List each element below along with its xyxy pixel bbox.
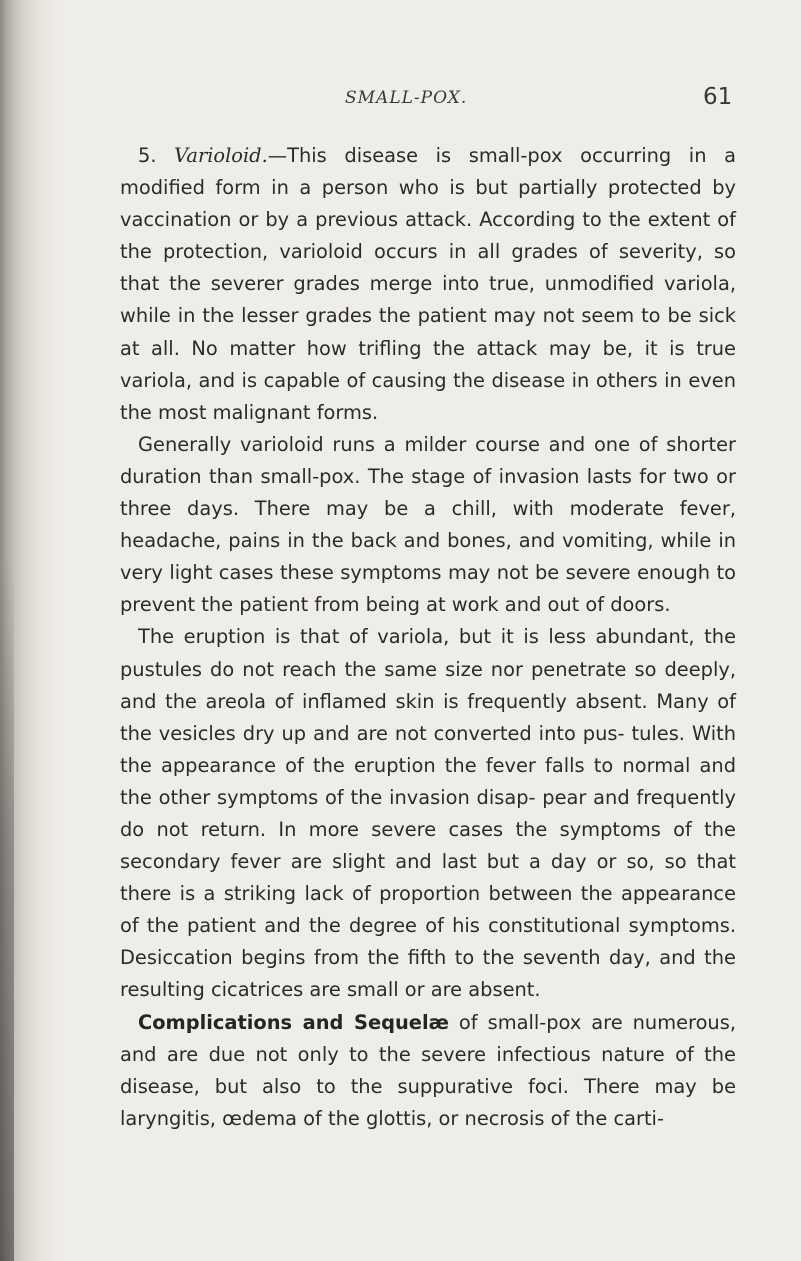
running-head: SMALL-POX.: [345, 88, 468, 108]
paragraph-eruption: [120, 621, 736, 1006]
binding-edge-shadow: [0, 560, 14, 1261]
paragraph-text: The eruption is that of variola, but it is less abundant, the pustules do not reach the same size nor penetrate so deeply, and the areola of inflamed skin is frequently absent. Many of the vesicles dry up and are not converted into pus- tules. With the appearance of the eruption the fever falls to normal and the other symptoms of the invasion disap- pear and frequently do not return. In more severe cases the symptoms of the secondary fever are slight and last but a day or so, so that there is a striking lack of proportion between the appearance of the patient and the degree of his constitutional symptoms. Desiccation begins from the fifth to the seventh day, and the resulting cicatrices are small or are absent.: [120, 625, 736, 1002]
page-body: [120, 140, 736, 1135]
paragraph-text: Generally varioloid runs a milder course and one of shorter duration than small-pox. The stage of invasion lasts for two or three days. There may be a chill, with moderate fever, headache, pains in the back and bones, and vomiting, while in very light cases these symptoms may not be severe enough to prevent the patient from being at work and out of doors.: [120, 432, 736, 617]
paragraph-text: —This disease is small-pox occurring in a modified form in a person who is but partially protected by vaccination or by a previous attack. According to the extent of the protection, varioloid occurs in all grades of severity, so that the severer grades merge into true, unmodified variola, while in the lesser grades the patient may not seem to be sick at all. No matter how trifling the attack may be, it is true variola, and is capable of causing the disease in others in even the most malignant forms.: [120, 144, 736, 424]
paragraph-course: [120, 429, 736, 622]
section-term: Varioloid.: [174, 144, 268, 167]
section-term: Complications and Sequelæ: [138, 1010, 449, 1034]
paragraph-varioloid: [120, 140, 736, 429]
paragraph-complications: [120, 1007, 736, 1135]
page-number: 61: [703, 84, 733, 110]
section-number: 5.: [138, 144, 157, 167]
paragraph-text: of small-pox are numerous, and are due not only to the severe infectious nature of the disease, but also to the suppurative foci. There may be laryngitis, œdema of the glottis, or necrosis of the carti-: [120, 1010, 736, 1130]
